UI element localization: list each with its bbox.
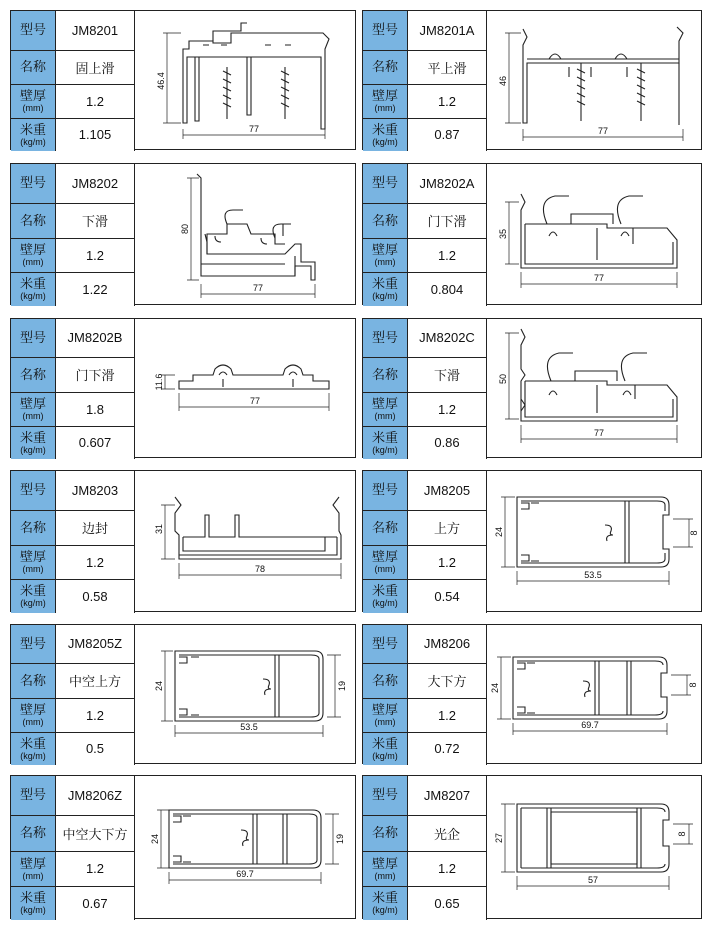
name-value: 固上滑 — [56, 50, 135, 84]
profile-drawing — [487, 776, 701, 918]
profile-card — [362, 318, 702, 458]
profile-drawing — [135, 471, 355, 611]
wall-value: 1.2 — [408, 851, 487, 886]
weight-value: 0.67 — [56, 886, 135, 920]
wall-label: 壁厚 (mm) — [11, 238, 56, 272]
profile-card — [362, 470, 702, 612]
name-label: 名称 — [363, 815, 408, 851]
profile-drawing — [135, 11, 355, 149]
model-value: JM8201A — [408, 11, 487, 50]
model-value: JM8205 — [408, 471, 487, 510]
model-value: JM8202 — [56, 164, 135, 203]
name-value: 光企 — [408, 815, 487, 851]
model-value: JM8202A — [408, 164, 487, 203]
name-label: 名称 — [363, 203, 408, 238]
spec-table — [11, 11, 135, 151]
name-label: 名称 — [11, 50, 56, 84]
weight-label: 米重 (kg/m) — [11, 732, 56, 765]
wall-value: 1.2 — [56, 238, 135, 272]
spec-table — [363, 164, 487, 306]
model-label: 型号 — [363, 471, 408, 510]
wall-label: 壁厚 (mm) — [363, 84, 408, 118]
profile-drawing — [487, 625, 701, 763]
profile-drawing — [487, 11, 701, 149]
dim-width: 77 — [597, 126, 609, 136]
wall-value: 1.2 — [408, 392, 487, 426]
name-value: 中空大下方 — [56, 815, 135, 851]
model-label: 型号 — [11, 164, 56, 203]
profile-card — [362, 10, 702, 150]
dim-width: 77 — [252, 283, 264, 293]
wall-value: 1.2 — [56, 698, 135, 732]
weight-value: 0.72 — [408, 732, 487, 765]
weight-label: 米重 (kg/m) — [363, 426, 408, 459]
weight-label: 米重 (kg/m) — [11, 272, 56, 306]
model-label: 型号 — [363, 776, 408, 815]
profile-drawing — [135, 319, 355, 457]
wall-label: 壁厚 (mm) — [11, 698, 56, 732]
wall-value: 1.2 — [56, 545, 135, 579]
profile-card — [10, 470, 356, 612]
name-label: 名称 — [11, 815, 56, 851]
wall-value: 1.2 — [56, 84, 135, 118]
dim-height: 35 — [498, 228, 508, 240]
name-label: 名称 — [363, 357, 408, 392]
profile-card — [362, 163, 702, 305]
spec-table — [363, 11, 487, 151]
spec-table — [363, 625, 487, 765]
dim-width: 77 — [593, 273, 605, 283]
model-value: JM8203 — [56, 471, 135, 510]
weight-label: 米重 (kg/m) — [363, 118, 408, 151]
name-value: 上方 — [408, 510, 487, 545]
wall-value: 1.2 — [408, 545, 487, 579]
weight-value: 0.58 — [56, 579, 135, 613]
profile-card — [362, 775, 702, 919]
spec-table — [11, 164, 135, 306]
weight-value: 1.105 — [56, 118, 135, 151]
name-label: 名称 — [363, 663, 408, 698]
weight-label: 米重 (kg/m) — [363, 732, 408, 765]
dim-slot: 8 — [677, 831, 687, 837]
wall-value: 1.2 — [408, 238, 487, 272]
wall-value: 1.2 — [408, 698, 487, 732]
weight-value: 0.65 — [408, 886, 487, 920]
spec-table — [11, 471, 135, 613]
wall-label: 壁厚 (mm) — [11, 84, 56, 118]
weight-label: 米重 (kg/m) — [363, 579, 408, 613]
model-value: JM8202B — [56, 319, 135, 357]
wall-value: 1.2 — [56, 851, 135, 886]
name-value: 中空上方 — [56, 663, 135, 698]
profile-drawing — [135, 164, 355, 304]
model-label: 型号 — [11, 471, 56, 510]
spec-table — [11, 776, 135, 920]
weight-value: 0.804 — [408, 272, 487, 306]
spec-table — [363, 319, 487, 459]
dim-height: 46.4 — [156, 72, 166, 90]
name-value: 下滑 — [56, 203, 135, 238]
dim-inner: 19 — [335, 833, 345, 845]
model-value: JM8205Z — [56, 625, 135, 663]
profile-card — [10, 10, 356, 150]
dim-height: 50 — [498, 373, 508, 385]
name-label: 名称 — [11, 510, 56, 545]
profile-card — [10, 624, 356, 764]
dim-slot: 8 — [688, 682, 698, 688]
weight-label: 米重 (kg/m) — [11, 426, 56, 459]
dim-width: 77 — [249, 396, 261, 406]
wall-label: 壁厚 (mm) — [11, 392, 56, 426]
dim-height: 27 — [494, 832, 504, 844]
model-value: JM8202C — [408, 319, 487, 357]
model-label: 型号 — [363, 319, 408, 357]
dim-height: 46 — [498, 75, 508, 87]
dim-width: 77 — [248, 124, 260, 134]
dim-height: 31 — [154, 523, 164, 535]
weight-value: 0.87 — [408, 118, 487, 151]
model-label: 型号 — [11, 319, 56, 357]
profile-drawing — [135, 776, 355, 918]
weight-value: 0.5 — [56, 732, 135, 765]
weight-label: 米重 (kg/m) — [11, 579, 56, 613]
weight-value: 0.607 — [56, 426, 135, 459]
weight-value: 0.86 — [408, 426, 487, 459]
model-value: JM8206 — [408, 625, 487, 663]
wall-label: 壁厚 (mm) — [363, 238, 408, 272]
wall-label: 壁厚 (mm) — [363, 545, 408, 579]
dim-width: 53.5 — [584, 570, 602, 580]
dim-width: 69.7 — [581, 720, 599, 730]
profile-card — [10, 163, 356, 305]
name-value: 下滑 — [408, 357, 487, 392]
profile-drawing — [135, 625, 355, 763]
profile-card — [10, 318, 356, 458]
dim-width: 57 — [587, 875, 599, 885]
profile-card — [362, 624, 702, 764]
name-value: 大下方 — [408, 663, 487, 698]
model-label: 型号 — [11, 625, 56, 663]
dim-width: 78 — [254, 564, 266, 574]
spec-table — [11, 319, 135, 459]
dim-height: 24 — [494, 526, 504, 538]
model-value: JM8207 — [408, 776, 487, 815]
profile-drawing — [487, 319, 701, 457]
profile-drawing — [487, 164, 701, 304]
model-label: 型号 — [11, 776, 56, 815]
wall-label: 壁厚 (mm) — [11, 851, 56, 886]
wall-label: 壁厚 (mm) — [11, 545, 56, 579]
name-label: 名称 — [11, 203, 56, 238]
wall-label: 壁厚 (mm) — [363, 851, 408, 886]
dim-width: 77 — [593, 428, 605, 438]
weight-label: 米重 (kg/m) — [363, 272, 408, 306]
weight-label: 米重 (kg/m) — [11, 886, 56, 920]
model-value: JM8206Z — [56, 776, 135, 815]
model-value: JM8201 — [56, 11, 135, 50]
spec-table — [11, 625, 135, 765]
weight-label: 米重 (kg/m) — [363, 886, 408, 920]
dim-height: 24 — [154, 680, 164, 692]
name-label: 名称 — [11, 357, 56, 392]
spec-table — [363, 471, 487, 613]
dim-width: 53.5 — [240, 722, 258, 732]
dim-height: 24 — [490, 682, 500, 694]
profile-card — [10, 775, 356, 919]
model-label: 型号 — [11, 11, 56, 50]
name-label: 名称 — [363, 510, 408, 545]
wall-label: 壁厚 (mm) — [363, 698, 408, 732]
model-label: 型号 — [363, 11, 408, 50]
dim-height: 24 — [150, 833, 160, 845]
name-value: 门下滑 — [408, 203, 487, 238]
model-label: 型号 — [363, 625, 408, 663]
name-value: 平上滑 — [408, 50, 487, 84]
dim-width: 69.7 — [236, 869, 254, 879]
dim-height: 11.6 — [154, 373, 164, 391]
dim-slot: 8 — [689, 530, 699, 536]
weight-value: 1.22 — [56, 272, 135, 306]
weight-value: 0.54 — [408, 579, 487, 613]
name-label: 名称 — [11, 663, 56, 698]
name-value: 门下滑 — [56, 357, 135, 392]
name-label: 名称 — [363, 50, 408, 84]
wall-value: 1.2 — [408, 84, 487, 118]
profile-drawing — [487, 471, 701, 611]
model-label: 型号 — [363, 164, 408, 203]
spec-table — [363, 776, 487, 920]
name-value: 边封 — [56, 510, 135, 545]
dim-height: 80 — [180, 223, 190, 235]
weight-label: 米重 (kg/m) — [11, 118, 56, 151]
wall-label: 壁厚 (mm) — [363, 392, 408, 426]
wall-value: 1.8 — [56, 392, 135, 426]
dim-inner: 19 — [337, 680, 347, 692]
